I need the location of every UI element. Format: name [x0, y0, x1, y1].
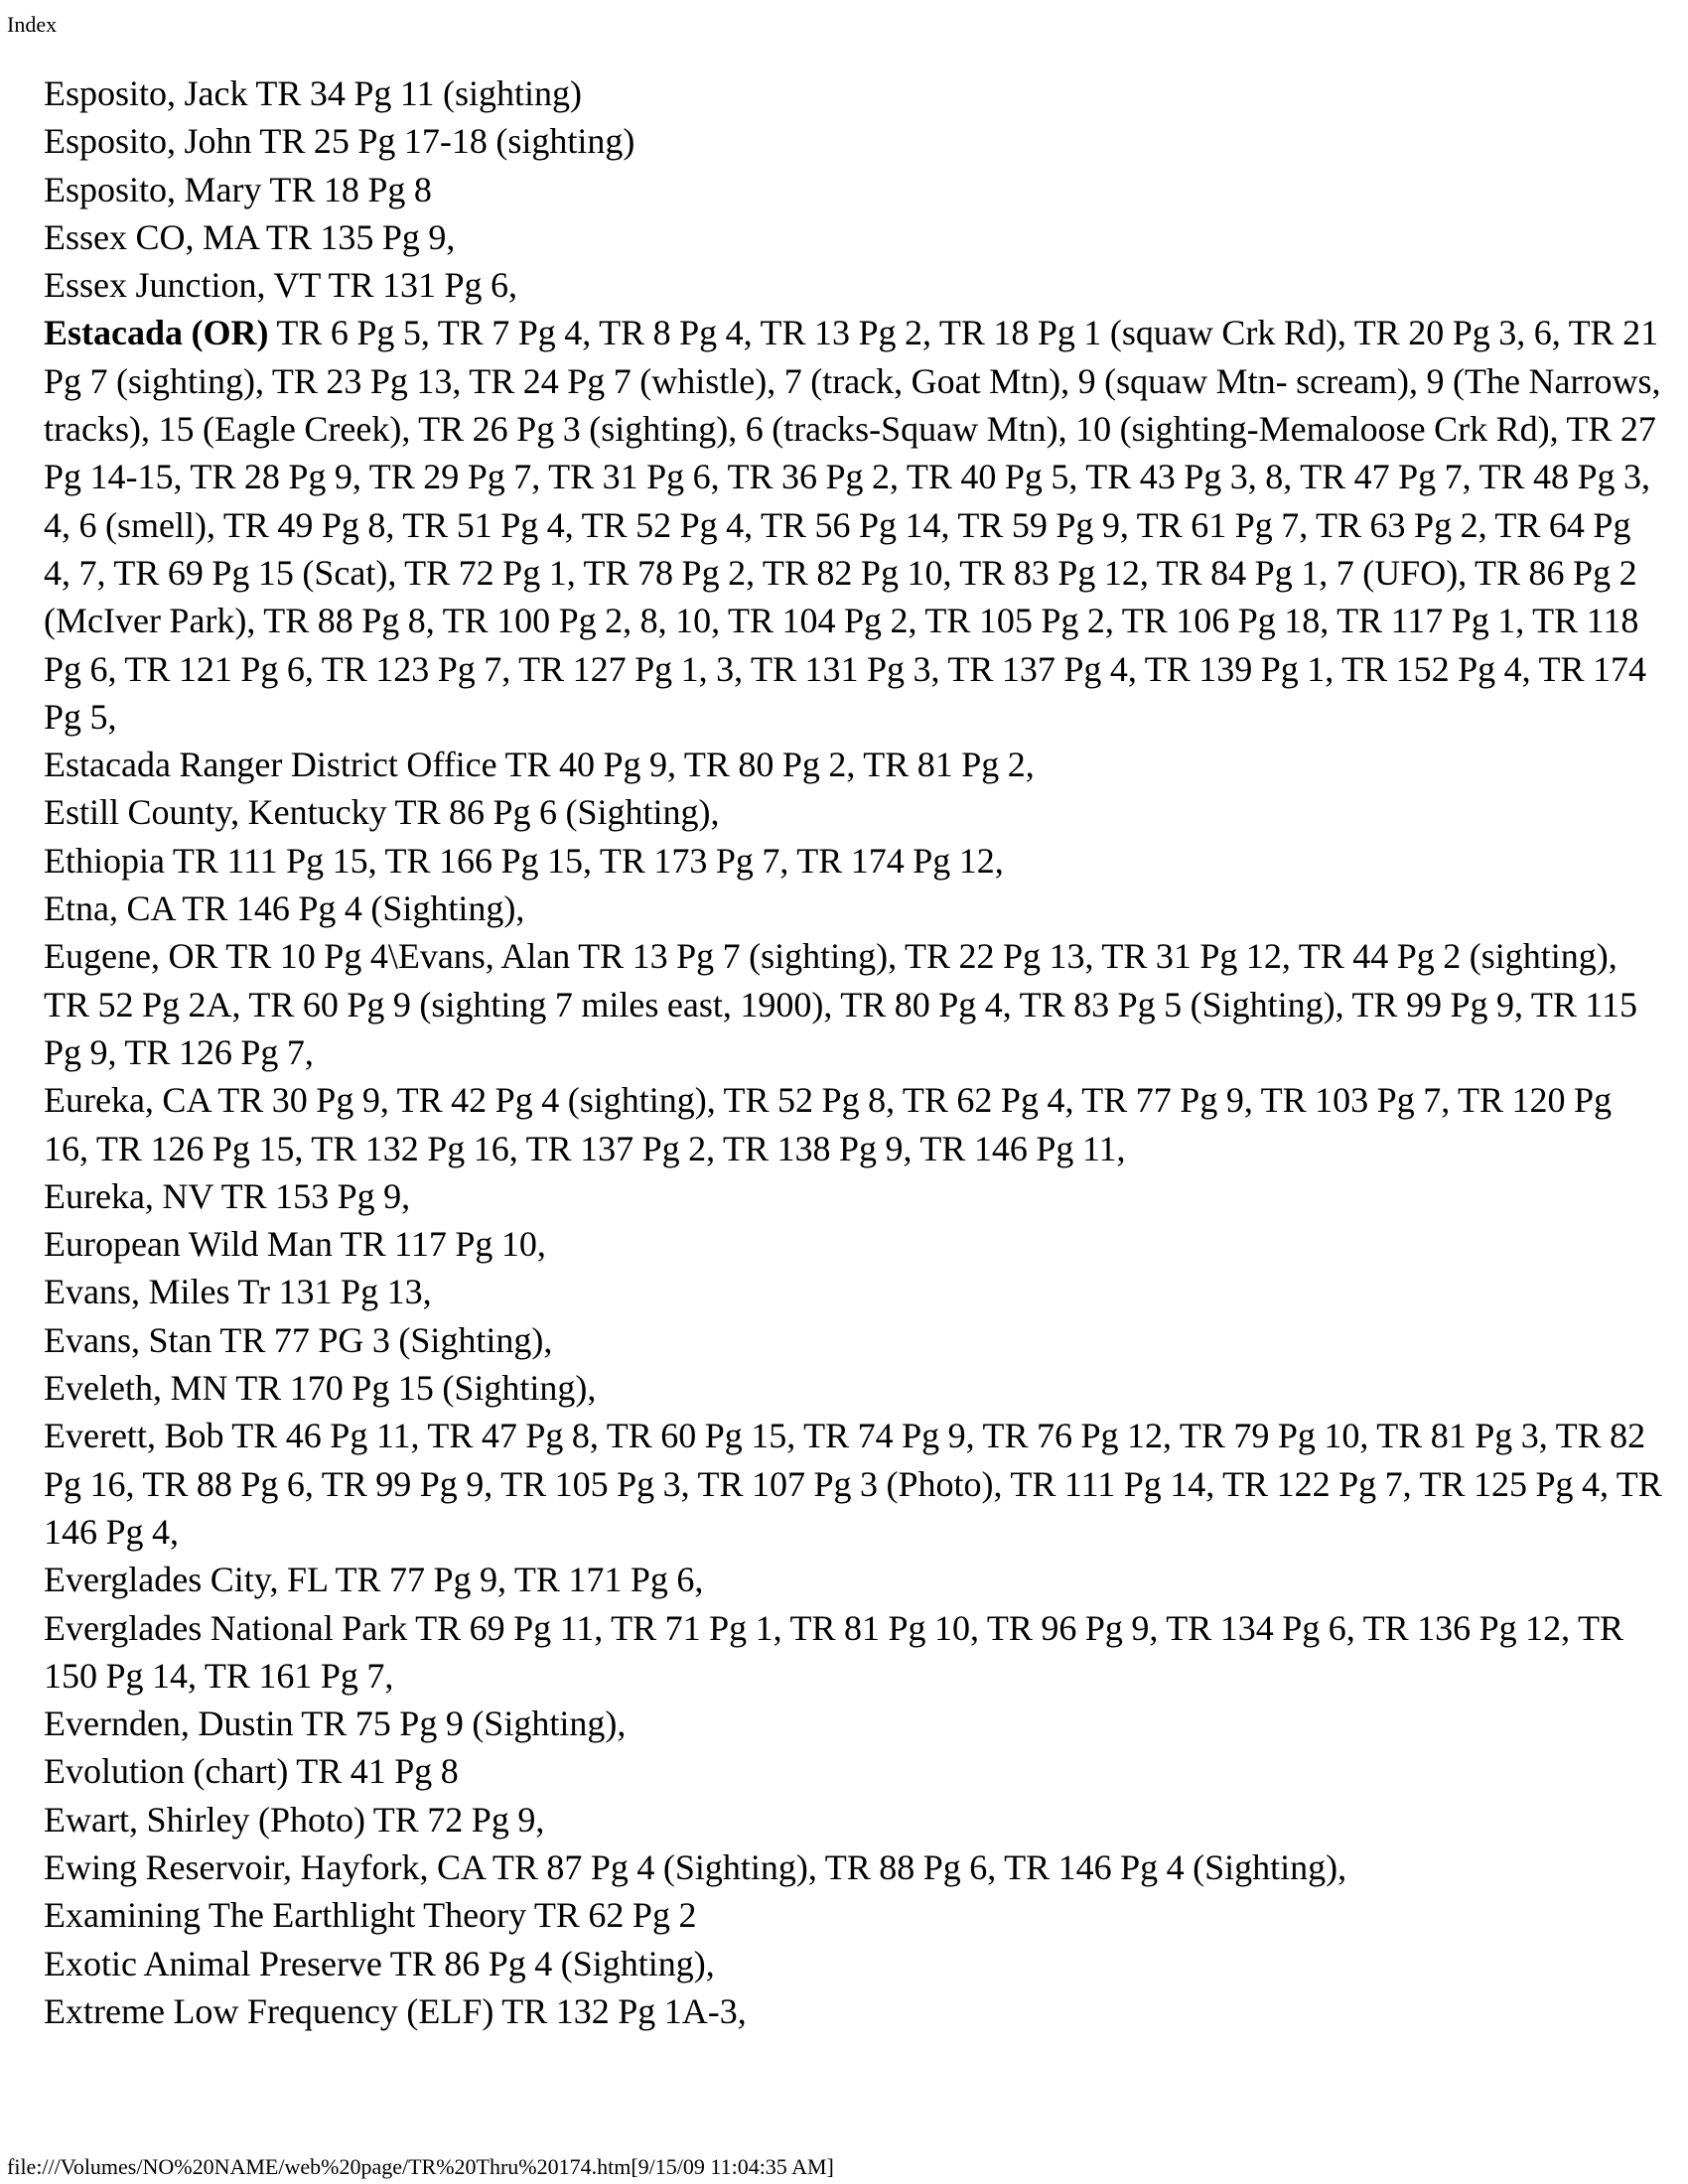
- entry-text: European Wild Man TR 117 Pg 10,: [44, 1224, 546, 1265]
- entry-text: Esposito, John TR 25 Pg 17-18 (sighting): [44, 121, 635, 162]
- index-entry: [44, 166, 1662, 213]
- index-entry: [44, 261, 1662, 309]
- entry-text: Exotic Animal Preserve TR 86 Pg 4 (Sighting),: [44, 1943, 715, 1983]
- entry-text: Estill County, Kentucky TR 86 Pg 6 (Sighting),: [44, 792, 720, 833]
- entry-text: Ewing Reservoir, Hayfork, CA TR 87 Pg 4 (Sighting), TR 88 Pg 6, TR 146 Pg 4 (Sighting),: [44, 1846, 1347, 1887]
- index-entry: [44, 1700, 1662, 1747]
- index-entry: [44, 1556, 1662, 1603]
- entry-text: Eugene, OR TR 10 Pg 4\Evans, Alan TR 13 Pg 7 (sighting), TR 22 Pg 13, TR 31 Pg 12, TR 44 Pg 2 (sighting), TR 52 Pg 2A, TR 60 Pg 9 (sighting 7 miles east, 1900), TR 80 Pg 4, TR 83 Pg 5 (Sighting), TR 99 Pg 9, TR 115 Pg 9, TR 126 Pg 7,: [44, 936, 1637, 1072]
- entry-text: Essex Junction, VT TR 131 Pg 6,: [44, 265, 518, 306]
- index-entry: [44, 788, 1662, 836]
- page-footer-url: file:///Volumes/NO%20NAME/web%20page/TR%20Thru%20174.htm[9/15/09 11:04:35 AM]: [7, 2154, 834, 2179]
- entry-text: Eureka, CA TR 30 Pg 9, TR 42 Pg 4 (sighting), TR 52 Pg 8, TR 62 Pg 4, TR 77 Pg 9, TR 103 Pg 7, TR 120 Pg 16, TR 126 Pg 15, TR 132 Pg 16, TR 137 Pg 2, TR 138 Pg 9, TR 146 Pg 11,: [44, 1080, 1613, 1168]
- index-entry: [44, 932, 1662, 1076]
- index-entry: [44, 1364, 1662, 1412]
- entry-text: Evans, Miles Tr 131 Pg 13,: [44, 1272, 432, 1312]
- entry-text: Extreme Low Frequency (ELF) TR 132 Pg 1A-3,: [44, 1990, 747, 2031]
- entry-text: Esposito, Mary TR 18 Pg 8: [44, 169, 432, 209]
- entry-text: Estacada Ranger District Office TR 40 Pg 9, TR 80 Pg 2, TR 81 Pg 2,: [44, 745, 1035, 785]
- entry-text: Eureka, NV TR 153 Pg 9,: [44, 1175, 411, 1216]
- entry-text: Evernden, Dustin TR 75 Pg 9 (Sighting),: [44, 1704, 627, 1744]
- index-entry: [44, 741, 1662, 788]
- entry-text: Everglades National Park TR 69 Pg 11, TR 71 Pg 1, TR 81 Pg 10, TR 96 Pg 9, TR 134 Pg 6, TR 136 Pg 12, TR 150 Pg 14, TR 161 Pg 7,: [44, 1607, 1623, 1696]
- index-entry: [44, 1316, 1662, 1364]
- entry-text: Ethiopia TR 111 Pg 15, TR 166 Pg 15, TR 173 Pg 7, TR 174 Pg 12,: [44, 840, 1004, 881]
- entry-text: Esposito, Jack TR 34 Pg 11 (sighting): [44, 73, 583, 113]
- index-entry: [44, 117, 1662, 165]
- index-entry: [44, 837, 1662, 885]
- index-entry: [44, 1940, 1662, 1987]
- index-entry: [44, 1220, 1662, 1268]
- entry-text: Evolution (chart) TR 41 Pg 8: [44, 1751, 459, 1792]
- entry-text: TR 6 Pg 5, TR 7 Pg 4, TR 8 Pg 4, TR 13 Pg 2, TR 18 Pg 1 (squaw Crk Rd), TR 20 Pg 3, 6, TR 21 Pg 7 (sighting), TR 23 Pg 13, TR 24 Pg 7 (whistle), 7 (track, Goat Mtn), 9 (squaw Mtn- scream), 9 (The Narrows, tracks), 15 (Eagle Creek), TR 26 Pg 3 (sighting), 6 (tracks-Squaw Mtn), 10 (sighting-Memaloose Crk Rd), TR 27 Pg 14-15, TR 28 Pg 9, TR 29 Pg 7, TR 31 Pg 6, TR 36 Pg 2, TR 40 Pg 5, TR 43 Pg 3, 8, TR 47 Pg 7, TR 48 Pg 3, 4, 6 (smell), TR 49 Pg 8, TR 51 Pg 4, TR 52 Pg 4, TR 56 Pg 14, TR 59 Pg 9, TR 61 Pg 7, TR 63 Pg 2, TR 64 Pg 4, 7, TR 69 Pg 15 (Scat), TR 72 Pg 1, TR 78 Pg 2, TR 82 Pg 10, TR 83 Pg 12, TR 84 Pg 1, 7 (UFO), TR 86 Pg 2 (McIver Park), TR 88 Pg 8, TR 100 Pg 2, 8, 10, TR 104 Pg 2, TR 105 Pg 2, TR 106 Pg 18, TR 117 Pg 1, TR 118 Pg 6, TR 121 Pg 6, TR 123 Pg 7, TR 127 Pg 1, 3, TR 131 Pg 3, TR 137 Pg 4, TR 139 Pg 1, TR 152 Pg 4, TR 174 Pg 5,: [44, 313, 1661, 737]
- entry-text: Examining The Earthlight Theory TR 62 Pg 2: [44, 1895, 697, 1936]
- page-header-title: Index: [7, 12, 58, 37]
- index-entry: [44, 1747, 1662, 1795]
- index-entry: [44, 1796, 1662, 1843]
- index-entry: [44, 1172, 1662, 1220]
- entry-text: Eveleth, MN TR 170 Pg 15 (Sighting),: [44, 1368, 597, 1409]
- index-entry: [44, 1412, 1662, 1556]
- index-entry: [44, 1987, 1662, 2035]
- index-entry: [44, 1891, 1662, 1939]
- entry-text: Etna, CA TR 146 Pg 4 (Sighting),: [44, 888, 525, 929]
- entry-text: Everglades City, FL TR 77 Pg 9, TR 171 Pg 6,: [44, 1560, 704, 1600]
- index-entry: [44, 1843, 1662, 1891]
- index-entry: [44, 213, 1662, 261]
- index-entry: [44, 69, 1662, 117]
- entry-text: Ewart, Shirley (Photo) TR 72 Pg 9,: [44, 1799, 545, 1840]
- index-entry: [44, 1268, 1662, 1315]
- index-list: [44, 69, 1662, 2035]
- entry-text: Essex CO, MA TR 135 Pg 9,: [44, 216, 456, 257]
- index-entry: [44, 885, 1662, 932]
- entry-text: Everett, Bob TR 46 Pg 11, TR 47 Pg 8, TR 60 Pg 15, TR 74 Pg 9, TR 76 Pg 12, TR 79 Pg 10, TR 81 Pg 3, TR 82 Pg 16, TR 88 Pg 6, TR 99 Pg 9, TR 105 Pg 3, TR 107 Pg 3 (Photo), TR 111 Pg 14, TR 122 Pg 7, TR 125 Pg 4, TR 146 Pg 4,: [44, 1416, 1662, 1552]
- entry-text: Evans, Stan TR 77 PG 3 (Sighting),: [44, 1319, 553, 1360]
- index-entry-estacada: [44, 309, 1662, 741]
- entry-heading: Estacada (OR): [44, 313, 269, 353]
- index-entry: [44, 1604, 1662, 1701]
- index-entry: [44, 1076, 1662, 1172]
